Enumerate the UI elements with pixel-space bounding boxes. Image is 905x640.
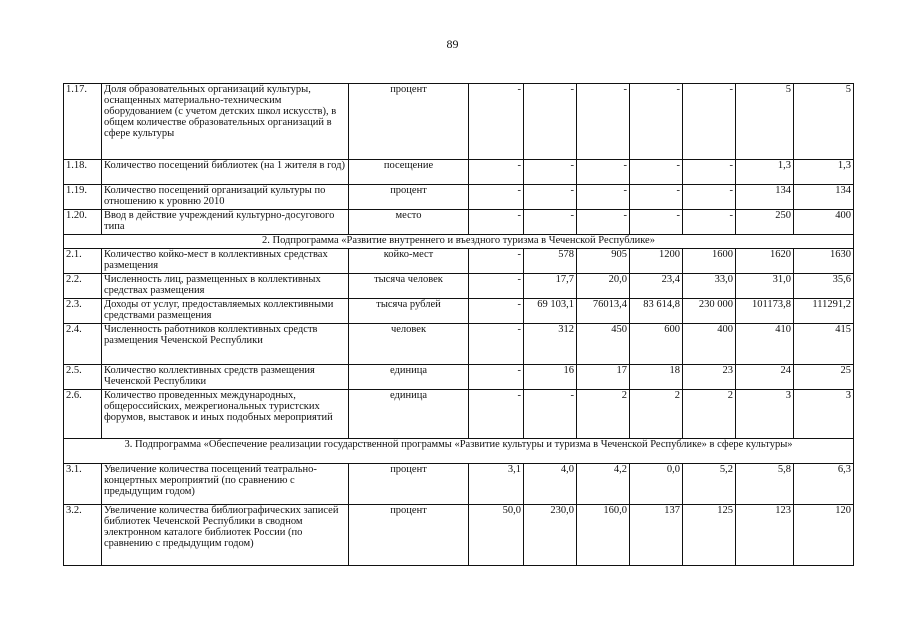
- value-cell: 76013,4: [577, 299, 630, 324]
- unit: тысяча рублей: [349, 299, 469, 324]
- unit: процент: [349, 505, 469, 566]
- value-cell: 410: [736, 324, 794, 365]
- value-cell: 312: [524, 324, 577, 365]
- value-cell: 101173,8: [736, 299, 794, 324]
- value-cell: -: [683, 84, 736, 160]
- value-cell: -: [683, 185, 736, 210]
- indicator-name: Количество посещений библиотек (на 1 жителя в год): [102, 160, 349, 185]
- value-cell: 23,4: [630, 274, 683, 299]
- indicator-name: Количество коллективных средств размещения Чеченской Республики: [102, 365, 349, 390]
- table-row: [64, 185, 854, 210]
- indicator-name: Численность работников коллективных средств размещения Чеченской Республики: [102, 324, 349, 365]
- value-cell: 50,0: [469, 505, 524, 566]
- value-cell: 1200: [630, 249, 683, 274]
- value-cell: 400: [683, 324, 736, 365]
- value-cell: -: [469, 84, 524, 160]
- table-row: [64, 84, 854, 160]
- indicator-name: Количество посещений организаций культуры по отношению к уровню 2010: [102, 185, 349, 210]
- value-cell: 5: [794, 84, 854, 160]
- value-cell: 1,3: [736, 160, 794, 185]
- value-cell: 18: [630, 365, 683, 390]
- value-cell: 3: [736, 390, 794, 439]
- value-cell: 111291,2: [794, 299, 854, 324]
- value-cell: -: [577, 84, 630, 160]
- value-cell: 160,0: [577, 505, 630, 566]
- value-cell: -: [630, 185, 683, 210]
- value-cell: 17: [577, 365, 630, 390]
- value-cell: 5: [736, 84, 794, 160]
- value-cell: 230 000: [683, 299, 736, 324]
- value-cell: 5,2: [683, 464, 736, 505]
- value-cell: 16: [524, 365, 577, 390]
- value-cell: -: [469, 365, 524, 390]
- value-cell: 137: [630, 505, 683, 566]
- indicator-name: Увеличение количества библиографических записей библиотек Чеченской Республики в сводном электронном каталоге библиотек России (по сравнению с предыдущим годом): [102, 505, 349, 566]
- value-cell: 24: [736, 365, 794, 390]
- value-cell: 17,7: [524, 274, 577, 299]
- value-cell: 125: [683, 505, 736, 566]
- value-cell: -: [469, 390, 524, 439]
- indicator-name: Доля образовательных организаций культуры, оснащенных материально-техническим оборудованием (с учетом детских школ искусств), в общем количестве образовательных организаций в сфере культуры: [102, 84, 349, 160]
- row-number: 2.3.: [64, 299, 102, 324]
- value-cell: -: [469, 324, 524, 365]
- value-cell: 600: [630, 324, 683, 365]
- value-cell: 134: [794, 185, 854, 210]
- unit: процент: [349, 464, 469, 505]
- value-cell: -: [683, 210, 736, 235]
- unit: посещение: [349, 160, 469, 185]
- row-number: 2.6.: [64, 390, 102, 439]
- row-number: 2.1.: [64, 249, 102, 274]
- row-number: 2.5.: [64, 365, 102, 390]
- section-title-3: 3. Подпрограмма «Обеспечение реализации государственной программы «Развитие культуры и туризма в Чеченской Республике» в сфере культуры»: [64, 439, 854, 464]
- value-cell: 230,0: [524, 505, 577, 566]
- unit: человек: [349, 324, 469, 365]
- value-cell: -: [469, 185, 524, 210]
- value-cell: 123: [736, 505, 794, 566]
- section-header-row: [64, 439, 854, 464]
- value-cell: 35,6: [794, 274, 854, 299]
- value-cell: 2: [630, 390, 683, 439]
- row-number: 3.2.: [64, 505, 102, 566]
- value-cell: 2: [683, 390, 736, 439]
- row-number: 3.1.: [64, 464, 102, 505]
- value-cell: 33,0: [683, 274, 736, 299]
- value-cell: 4,2: [577, 464, 630, 505]
- section-header-row: [64, 235, 854, 249]
- value-cell: -: [577, 210, 630, 235]
- indicator-name: Увеличение количества посещений театрально-концертных мероприятий (по сравнению с предыдущим годом): [102, 464, 349, 505]
- value-cell: -: [524, 185, 577, 210]
- table-row: [64, 274, 854, 299]
- value-cell: 69 103,1: [524, 299, 577, 324]
- value-cell: 1620: [736, 249, 794, 274]
- value-cell: 25: [794, 365, 854, 390]
- row-number: 1.17.: [64, 84, 102, 160]
- value-cell: 6,3: [794, 464, 854, 505]
- value-cell: -: [630, 160, 683, 185]
- indicator-name: Ввод в действие учреждений культурно-досугового типа: [102, 210, 349, 235]
- value-cell: 134: [736, 185, 794, 210]
- value-cell: -: [524, 84, 577, 160]
- value-cell: -: [524, 160, 577, 185]
- indicators-table: [63, 83, 854, 566]
- value-cell: -: [524, 210, 577, 235]
- indicator-name: Доходы от услуг, предоставляемых коллективными средствами размещения: [102, 299, 349, 324]
- value-cell: 905: [577, 249, 630, 274]
- table-row: [64, 464, 854, 505]
- value-cell: -: [577, 160, 630, 185]
- value-cell: 400: [794, 210, 854, 235]
- value-cell: -: [469, 299, 524, 324]
- table-body: [64, 84, 854, 566]
- table-row: [64, 505, 854, 566]
- section-title-2: 2. Подпрограмма «Развитие внутреннего и въездного туризма в Чеченской Республике»: [64, 235, 854, 249]
- row-number: 1.18.: [64, 160, 102, 185]
- value-cell: 0,0: [630, 464, 683, 505]
- value-cell: 2: [577, 390, 630, 439]
- table-row: [64, 160, 854, 185]
- row-number: 2.2.: [64, 274, 102, 299]
- table-row: [64, 210, 854, 235]
- value-cell: 4,0: [524, 464, 577, 505]
- table-row: [64, 365, 854, 390]
- row-number: 1.20.: [64, 210, 102, 235]
- unit: место: [349, 210, 469, 235]
- unit: процент: [349, 185, 469, 210]
- value-cell: -: [469, 249, 524, 274]
- table-row: [64, 299, 854, 324]
- value-cell: -: [630, 210, 683, 235]
- value-cell: 578: [524, 249, 577, 274]
- table-row: [64, 249, 854, 274]
- value-cell: -: [469, 210, 524, 235]
- unit: единица: [349, 390, 469, 439]
- value-cell: 1630: [794, 249, 854, 274]
- value-cell: -: [469, 160, 524, 185]
- value-cell: 3,1: [469, 464, 524, 505]
- unit: процент: [349, 84, 469, 160]
- indicator-name: Количество койко-мест в коллективных средствах размещения: [102, 249, 349, 274]
- page-number: 89: [446, 37, 459, 51]
- value-cell: 3: [794, 390, 854, 439]
- value-cell: 83 614,8: [630, 299, 683, 324]
- value-cell: 23: [683, 365, 736, 390]
- value-cell: 450: [577, 324, 630, 365]
- value-cell: 415: [794, 324, 854, 365]
- value-cell: -: [630, 84, 683, 160]
- table-row: [64, 324, 854, 365]
- unit: койко-мест: [349, 249, 469, 274]
- value-cell: 31,0: [736, 274, 794, 299]
- value-cell: -: [524, 390, 577, 439]
- value-cell: -: [683, 160, 736, 185]
- row-number: 1.19.: [64, 185, 102, 210]
- indicator-name: Количество проведенных международных, общероссийских, межрегиональных туристских форумов, выставок и иных подобных мероприятий: [102, 390, 349, 439]
- value-cell: 1,3: [794, 160, 854, 185]
- indicator-name: Численность лиц, размещенных в коллективных средствах размещения: [102, 274, 349, 299]
- unit: единица: [349, 365, 469, 390]
- table-row: [64, 390, 854, 439]
- value-cell: -: [577, 185, 630, 210]
- value-cell: 120: [794, 505, 854, 566]
- value-cell: 20,0: [577, 274, 630, 299]
- value-cell: -: [469, 274, 524, 299]
- unit: тысяча человек: [349, 274, 469, 299]
- value-cell: 250: [736, 210, 794, 235]
- value-cell: 5,8: [736, 464, 794, 505]
- value-cell: 1600: [683, 249, 736, 274]
- row-number: 2.4.: [64, 324, 102, 365]
